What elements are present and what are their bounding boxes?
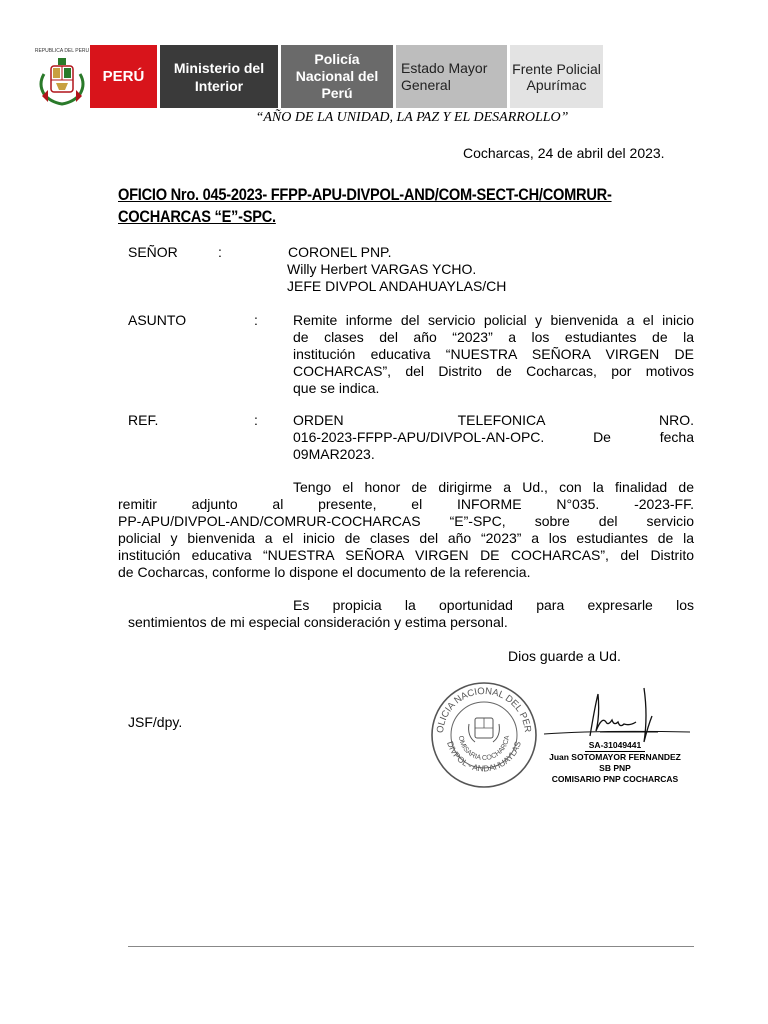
stamp-inner-text: OMISARIA COCHARCA [456, 735, 512, 763]
asunto-text [293, 312, 694, 397]
policia-label: Policía Nacional del Perú [281, 45, 393, 108]
senor-line-3: JEFE DIVPOL ANDAHUAYLAS/CH [287, 278, 507, 294]
oficio-reference [118, 184, 617, 228]
frente-policial-label: Frente Policial Apurímac [510, 45, 603, 108]
ref-text [293, 412, 694, 463]
senor-line-1: CORONEL PNP. [288, 244, 392, 260]
ministerio-label: Ministerio del Interior [160, 45, 278, 108]
body1-line-2: remitir adjunto al presente, el INFORME N°035. -2023-FF. [118, 496, 694, 512]
body1-line-3: PP-APU/DIVPOL-AND/COMRUR-COCHARCAS “E”-SPC, sobre del servicio [118, 513, 694, 529]
body1-line-4: policial y bienvenida a el inicio de clases del año “2023” a los estudiantes de la [118, 530, 694, 546]
ref-line-1: ORDEN TELEFONICA NRO. [293, 412, 694, 428]
motto: “AÑO DE LA UNIDAD, LA PAZ Y EL DESARROLLO” [255, 110, 569, 125]
body1-line-1: Tengo el honor de dirigirme a Ud., con la finalidad de [293, 479, 694, 495]
ref-colon: : [254, 412, 258, 428]
senor-colon: : [218, 244, 222, 260]
peru-label: PERÚ [90, 45, 157, 108]
stamp-bottom-text: DIVPOL - ANDAHUAYLAS [445, 739, 523, 774]
body1-line-5: institución educativa “NUESTRA SEÑORA VIRGEN DE COCHARCAS”, del Distrito [118, 547, 694, 563]
body2-line-1: Es propicia la oportunidad para expresarle los [293, 597, 694, 613]
body-paragraph-2 [128, 597, 694, 631]
signature-name: Juan SOTOMAYOR FERNANDEZ [549, 752, 681, 762]
senor-label: SEÑOR [128, 244, 178, 260]
initials: JSF/dpy. [128, 714, 183, 730]
estado-mayor-label: Estado Mayor General [396, 45, 507, 108]
stamp-outer-text: OLICIA NACIONAL DEL PER [434, 685, 534, 734]
oficio-line-2: COCHARCAS “E”-SPC. [118, 207, 276, 226]
signature-cip: SA-31049441 [585, 740, 645, 752]
asunto-line-2: de clases del año “2023” a los estudiantes de la [293, 329, 694, 345]
signature-rank: SB PNP [599, 763, 631, 773]
closing-line: Dios guarde a Ud. [508, 648, 621, 664]
footer-divider [128, 946, 694, 947]
asunto-line-4: COCHARCAS”, del Distrito de Cocharcas, por motivos [293, 363, 694, 379]
asunto-colon: : [254, 312, 258, 328]
asunto-label: ASUNTO [128, 312, 187, 328]
ref-line-2: 016-2023-FFPP-APU/DIVPOL-AN-OPC. De fecha [293, 429, 694, 445]
emblem-caption: REPUBLICA DEL PERU [34, 48, 90, 54]
svg-text:POLICIA NACIONAL DEL PERÚ [429, 680, 533, 734]
date-line: Cocharcas, 24 de abril del 2023. [463, 145, 665, 161]
stamp-emblem-icon [469, 718, 500, 742]
oficio-line-1: OFICIO Nro. 045-2023- FFPP-APU-DIVPOL-AND/COM-SECT-CH/COMRUR- [118, 185, 612, 204]
asunto-line-5: que se indica. [293, 380, 380, 396]
peru-coat-of-arms-logo [34, 44, 90, 110]
ref-label: REF. [128, 412, 159, 428]
senor-line-2: Willy Herbert VARGAS YCHO. [287, 261, 477, 277]
asunto-line-1: Remite informe del servicio policial y bienvenida a el inicio [293, 312, 694, 328]
asunto-line-3: institución educativa “NUESTRA SEÑORA VIRGEN DE [293, 346, 694, 362]
signature-title: COMISARIO PNP COCHARCAS [551, 774, 679, 784]
body2-line-2: sentimientos de mi especial consideración y estima personal. [128, 614, 508, 630]
signature-block [535, 740, 695, 785]
body-paragraph-1 [118, 479, 694, 581]
ref-line-3: 09MAR2023. [293, 446, 375, 462]
comisaria-stamp [429, 680, 539, 790]
handwritten-signature [540, 686, 690, 746]
body1-line-6: de Cocharcas, conforme lo dispone el documento de la referencia. [118, 564, 531, 580]
